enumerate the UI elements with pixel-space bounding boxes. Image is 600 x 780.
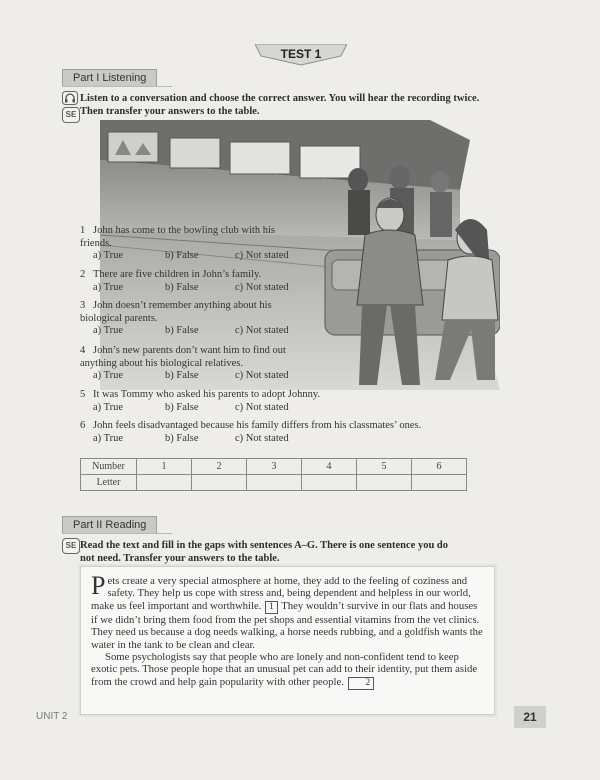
part2-underline	[62, 533, 172, 534]
question-2	[80, 269, 300, 294]
option-a[interactable]: a) True	[93, 401, 124, 413]
headphones-icon	[62, 91, 78, 105]
reading-paragraph-2	[91, 651, 486, 690]
option-a[interactable]: a) True	[93, 370, 124, 381]
option-b[interactable]: b) False	[165, 370, 199, 381]
table-cell-letter[interactable]	[247, 475, 302, 491]
option-c[interactable]: c) Not stated	[235, 370, 289, 381]
question-options	[93, 433, 480, 445]
reading-p1-part1: ets create a very special atmosphere at home, they add to the feeling of coziness and safety. They help us cope with stress and, being dependent and helpless in our world, make us feel important and worthwhile.	[91, 575, 471, 612]
question-3	[80, 300, 300, 337]
option-a[interactable]: a) True	[93, 281, 124, 293]
part1-instruction-line2: Then transfer your answers to the table.	[80, 106, 260, 117]
question-4	[80, 345, 310, 382]
option-a[interactable]: a) True	[93, 250, 124, 261]
option-b[interactable]: b) False	[165, 250, 199, 261]
part1-instruction	[80, 92, 500, 118]
question-1	[80, 225, 290, 262]
question-options	[93, 402, 380, 414]
question-number: 1	[80, 225, 86, 236]
table-cell-letter[interactable]	[137, 475, 192, 491]
option-a[interactable]: a) True	[93, 325, 124, 336]
page-number: 21	[514, 706, 546, 728]
table-row-number	[81, 459, 467, 475]
se-icon: SE	[62, 538, 80, 554]
question-number: 4	[80, 345, 86, 356]
reading-text	[91, 571, 486, 690]
test-banner	[255, 44, 347, 64]
question-number: 3	[80, 300, 86, 311]
table-cell-number: 1	[137, 459, 192, 475]
question-options	[93, 250, 290, 262]
gap-1[interactable]: 1	[265, 601, 278, 614]
question-text: John has come to the bowling club with his friends.	[80, 225, 275, 249]
part2-instruction-line2: not need. Transfer your answers to the table.	[80, 553, 280, 564]
reading-p2: Some psychologists say that people who are lonely and non-confident tend to keep exotic pets. Those people hope that an unusual pet can add to their identity, put them aside from the crowd and help gain popularity with other people.	[91, 651, 478, 688]
table-header-number: Number	[81, 459, 137, 475]
table-cell-letter[interactable]	[357, 475, 412, 491]
answer-table	[80, 458, 467, 491]
option-b[interactable]: b) False	[165, 281, 199, 293]
reading-p1-part2: They wouldn’t survive in our flats and houses if we didn’t bring them food from the pet shops and essential vitamins from the vet clinics. They need us because a dog needs walking, a horse needs rubbing, and a goldfish wants the water in the tank to be clean and clear.	[91, 599, 483, 651]
question-text: There are five children in John’s family.	[93, 269, 262, 280]
question-options	[93, 325, 300, 337]
option-c[interactable]: c) Not stated	[235, 432, 289, 444]
table-cell-number: 3	[247, 459, 302, 475]
part1-tab: Part I Listening	[62, 69, 157, 87]
gap-2[interactable]: 2	[348, 677, 375, 690]
option-c[interactable]: c) Not stated	[235, 250, 289, 261]
table-row-letter	[81, 475, 467, 491]
option-c[interactable]: c) Not stated	[235, 401, 289, 413]
table-header-letter: Letter	[81, 475, 137, 491]
test-title: TEST 1	[280, 47, 322, 61]
reading-text-box	[80, 566, 495, 715]
table-cell-number: 5	[357, 459, 412, 475]
option-c[interactable]: c) Not stated	[235, 281, 289, 293]
option-b[interactable]: b) False	[165, 325, 199, 336]
question-number: 2	[80, 269, 86, 280]
option-b[interactable]: b) False	[165, 432, 199, 444]
table-cell-letter[interactable]	[302, 475, 357, 491]
question-6	[80, 420, 480, 445]
question-number: 5	[80, 389, 86, 400]
table-cell-number: 2	[192, 459, 247, 475]
question-number: 6	[80, 420, 86, 431]
question-text: John doesn’t remember anything about his biological parents.	[80, 300, 272, 324]
part2-instruction-line1: Read the text and fill in the gaps with sentences A–G. There is one sentence you do	[80, 540, 448, 551]
table-cell-letter[interactable]	[192, 475, 247, 491]
table-cell-letter[interactable]	[412, 475, 467, 491]
table-cell-number: 4	[302, 459, 357, 475]
table-cell-number: 6	[412, 459, 467, 475]
option-a[interactable]: a) True	[93, 432, 124, 444]
part2-tab: Part II Reading	[62, 516, 157, 534]
part2-instruction	[80, 539, 500, 565]
question-text: John’s new parents don’t want him to find out anything about his biological relatives.	[80, 345, 286, 369]
question-text: It was Tommy who asked his parents to adopt Johnny.	[93, 389, 321, 400]
unit-label: UNIT 2	[36, 711, 68, 722]
drop-cap: P	[91, 571, 106, 600]
se-icon: SE	[62, 107, 80, 123]
part1-instruction-line1: Listen to a conversation and choose the correct answer. You will hear the recording twice.	[80, 93, 480, 104]
question-options	[93, 370, 310, 382]
question-5	[80, 389, 380, 414]
question-options	[93, 282, 300, 294]
option-b[interactable]: b) False	[165, 401, 199, 413]
question-text: John feels disadvantaged because his family differs from his classmates’ ones.	[93, 420, 422, 431]
part1-underline	[62, 86, 172, 87]
option-c[interactable]: c) Not stated	[235, 325, 289, 336]
